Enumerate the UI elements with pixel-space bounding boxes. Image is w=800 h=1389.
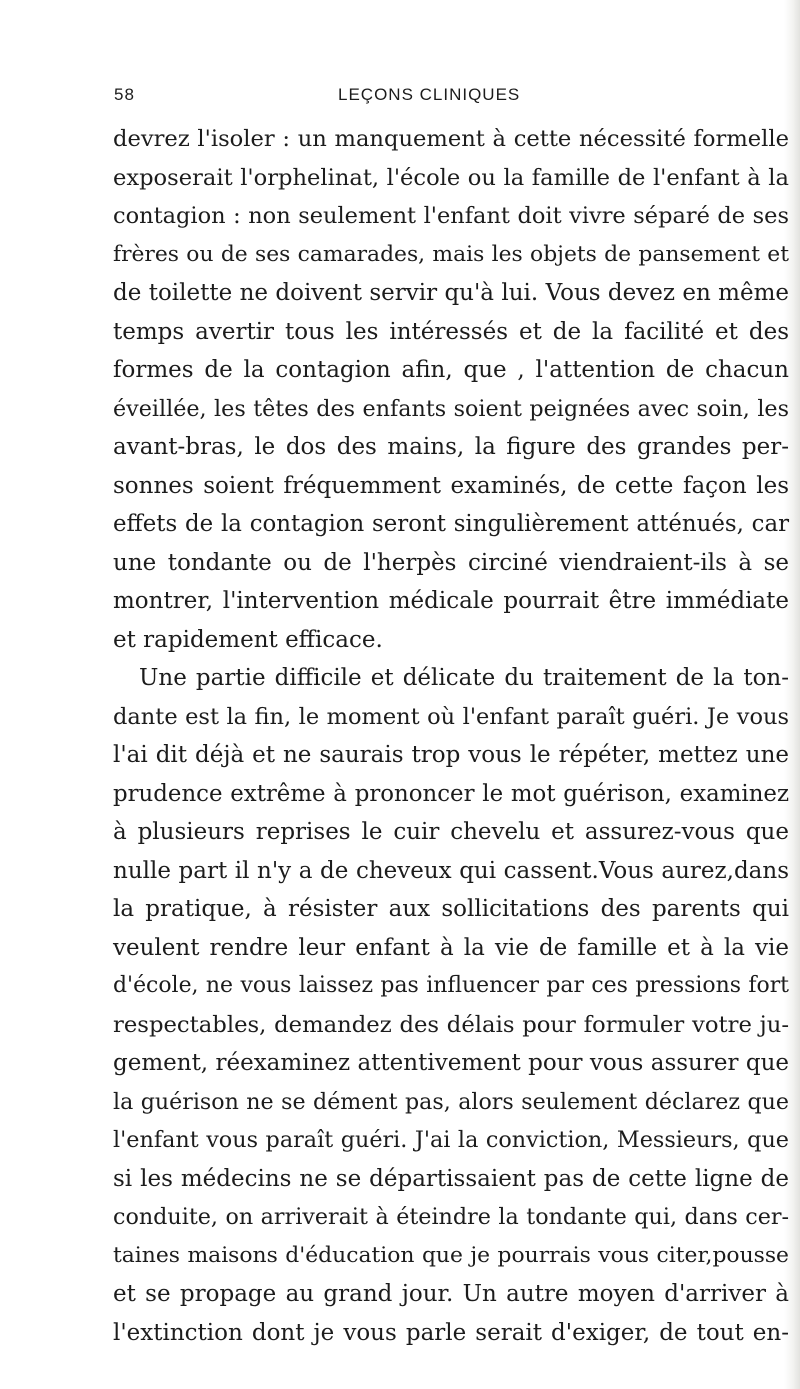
text-line: éveillée, les têtes des enfants soient peignées avec soin, les [113, 395, 789, 422]
text-line: montrer, l'intervention médicale pourrait être immédiate [113, 588, 789, 614]
text-line: si les médecins ne se départissaient pas de cette ligne de [113, 1165, 789, 1192]
text-line: frères ou de ses camarades, mais les objets de pansement et [113, 241, 789, 267]
text-line: conduite, on arriverait à éteindre la tondante qui, dans cer- [113, 1204, 789, 1230]
text-line: la pratique, à résister aux sollicitations des parents qui [113, 896, 789, 922]
text-line: l'extinction dont je vous parle serait d'exiger, de tout en- [113, 1319, 789, 1346]
text-line: et se propage au grand jour. Un autre moyen d'arriver à [113, 1281, 789, 1307]
text-line: d'école, ne vous laissez pas influencer par ces pressions fort [113, 973, 789, 998]
running-title: LEÇONS CLINIQUES [338, 85, 521, 104]
text-line: exposerait l'orphelinat, l'école ou la famille de l'enfant à la [113, 164, 789, 191]
text-line: avant-bras, le dos des mains, la figure des grandes per- [113, 434, 789, 460]
text-line: à plusieurs reprises le cuir chevelu et assurez-vous que [113, 819, 789, 845]
text-line: la guérison ne se dément pas, alors seulement déclarez que [113, 1088, 789, 1115]
text-line: taines maisons d'éducation que je pourrais vous citer,pousse [113, 1242, 789, 1268]
text-line: dante est la fin, le moment où l'enfant paraît guéri. Je vous [113, 703, 789, 730]
text-line: formes de la contagion afin, que , l'attention de chacun [113, 357, 789, 383]
running-head [114, 85, 784, 111]
text-line: une tondante ou de l'herpès circiné viendraient-ils à se [113, 549, 789, 576]
text-line: contagion : non seulement l'enfant doit vivre séparé de ses [113, 203, 789, 229]
text-line: temps avertir tous les intéressés et de la facilité et des [113, 318, 789, 345]
text-line: devrez l'isoler : un manquement à cette nécessité formelle [113, 126, 789, 152]
text-line: gement, réexaminez attentivement pour vous assurer que [113, 1050, 789, 1076]
text-line: veulent rendre leur enfant à la vie de famille et à la vie [113, 934, 789, 961]
text-line: nulle part il n'y a de cheveux qui cassent.Vous aurez,dans [113, 857, 789, 884]
paragraph-end-line: et rapidement efficace. [113, 626, 383, 653]
paragraph-start-line: Une partie difficile et délicate du traitement de la ton- [139, 665, 789, 691]
text-line: sonnes soient fréquemment examinés, de cette façon les [113, 472, 789, 499]
text-line: l'enfant vous paraît guéri. J'ai la conviction, Messieurs, que [113, 1127, 789, 1153]
body-text [113, 120, 789, 1352]
text-line: respectables, demandez des délais pour formuler votre ju- [113, 1011, 789, 1038]
text-line: l'ai dit déjà et ne saurais trop vous le répéter, mettez une [113, 742, 789, 768]
text-line: de toilette ne doivent servir qu'à lui. Vous devez en même [113, 280, 789, 306]
text-line: prudence extrême à prononcer le mot guérison, examinez [113, 780, 789, 807]
page-number: 58 [114, 85, 135, 104]
text-line: effets de la contagion seront singulièrement atténués, car [113, 511, 789, 537]
